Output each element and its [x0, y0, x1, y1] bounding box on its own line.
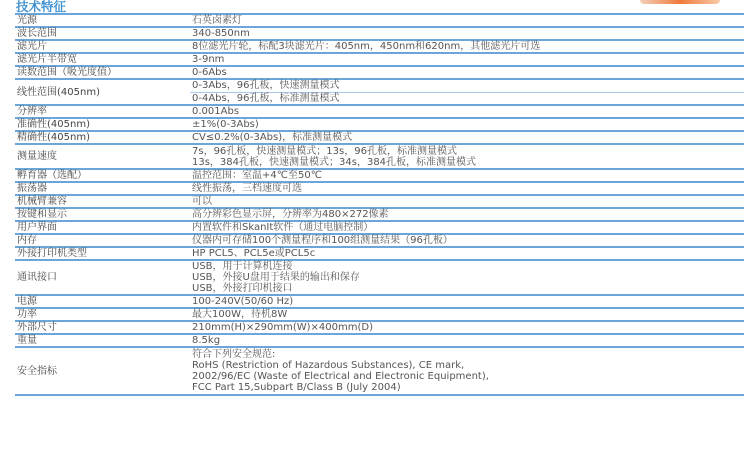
spec-value: 0-4Abs，96孔板，标准测量模式 — [190, 92, 744, 105]
spec-value-cell — [190, 295, 744, 308]
table-row — [15, 79, 744, 92]
table-row — [15, 27, 744, 40]
spec-label: 按键和显示 — [15, 208, 190, 221]
spec-value: USB，外接U盘用于结果的输出和保存 — [192, 272, 360, 283]
spec-value-cell — [190, 14, 744, 27]
spec-value: 13s，384孔板，快速测量模式；34s，384孔板，标准测量模式 — [192, 156, 477, 168]
spec-label: 测量速度 — [15, 144, 190, 169]
spec-value: 2002/96/EC (Waste of Electrical and Electronic Equipment), — [192, 371, 489, 382]
spec-label: 通讯接口 — [15, 260, 190, 295]
spec-label: 波长范围 — [15, 27, 190, 40]
spec-value: 7s，96孔板，快速测量模式；13s，96孔板，标准测量模式 — [192, 145, 457, 157]
spec-value: 0-6Abs — [192, 67, 227, 78]
spec-value: 最大100W，待机8W — [192, 309, 288, 320]
table-row — [15, 195, 744, 208]
spec-value-cell — [190, 321, 744, 334]
table-row — [15, 40, 744, 53]
spec-value: 石英卤素灯 — [192, 15, 242, 26]
spec-value: 340-850nm — [192, 28, 250, 39]
spec-value: 可以 — [192, 196, 212, 207]
spec-value-cell — [190, 27, 744, 40]
table-row — [15, 144, 744, 169]
spec-label: 孵育器（选配） — [15, 169, 190, 182]
spec-table — [15, 13, 744, 396]
spec-value: 8位滤光片轮，标配3块滤光片：405nm，450nm和620nm，其他滤光片可选 — [192, 41, 541, 52]
spec-label: 读数范围（吸光度值） — [15, 66, 190, 79]
spec-label: 功率 — [15, 308, 190, 321]
spec-value: 内置软件和SkanIt软件（通过电脑控制） — [192, 222, 374, 233]
table-row — [15, 334, 744, 347]
table-row — [15, 234, 744, 247]
spec-label: 机械臂兼容 — [15, 195, 190, 208]
table-row — [15, 53, 744, 66]
table-row — [15, 221, 744, 234]
spec-value-cell — [190, 308, 744, 321]
spec-value: 8.5kg — [192, 335, 221, 346]
spec-value-cell — [190, 131, 744, 144]
spec-value-cell — [190, 182, 744, 195]
section-title: 技术特征 — [16, 0, 67, 14]
table-row — [15, 14, 744, 27]
spec-value-cell — [190, 234, 744, 247]
spec-label: 滤光片半带宽 — [15, 53, 190, 66]
table-row — [15, 118, 744, 131]
table-row — [15, 260, 744, 295]
spec-value-cell — [190, 221, 744, 234]
spec-label: 准确性(405nm) — [15, 118, 190, 131]
table-row — [15, 169, 744, 182]
spec-value-cell — [190, 66, 744, 79]
table-row — [15, 347, 744, 395]
spec-value: 温控范围：室温+4℃至50℃ — [192, 170, 322, 181]
spec-label: 滤光片 — [15, 40, 190, 53]
spec-value: USB，外接打印机接口 — [192, 283, 293, 294]
table-row — [15, 182, 744, 195]
spec-value-cell — [190, 53, 744, 66]
spec-label: 分辨率 — [15, 105, 190, 118]
spec-label: 精确性(405nm) — [15, 131, 190, 144]
spec-label: 光源 — [15, 14, 190, 27]
table-row — [15, 308, 744, 321]
spec-value: 0.001Abs — [192, 106, 240, 117]
spec-label: 安全指标 — [15, 347, 190, 395]
spec-label: 重量 — [15, 334, 190, 347]
spec-value-cell — [190, 334, 744, 347]
spec-value-cell — [190, 144, 744, 169]
table-row — [15, 105, 744, 118]
spec-value-cell — [190, 208, 744, 221]
spec-value: 100-240V(50/60 Hz) — [192, 296, 294, 307]
spec-value: FCC Part 15,Subpart B/Class B (July 2004) — [192, 382, 401, 393]
table-row — [15, 131, 744, 144]
spec-value-cell — [190, 169, 744, 182]
spec-label: 外接打印机类型 — [15, 247, 190, 260]
spec-value: USB，用于计算机连接 — [192, 261, 293, 272]
spec-value: RoHS (Restriction of Hazardous Substances), CE mark, — [192, 360, 465, 371]
spec-value-cell — [190, 247, 744, 260]
spec-label: 电源 — [15, 295, 190, 308]
spec-label: 外部尺寸 — [15, 321, 190, 334]
spec-value: 0-3Abs，96孔板，快速测量模式 — [190, 79, 744, 92]
spec-label: 线性范围(405nm) — [15, 79, 190, 105]
spec-label: 用户界面 — [15, 221, 190, 234]
spec-label: 振荡器 — [15, 182, 190, 195]
table-row — [15, 247, 744, 260]
spec-value-cell — [190, 105, 744, 118]
spec-value-cell — [190, 347, 744, 395]
decorative-banner-edge — [640, 0, 720, 4]
spec-value-cell — [190, 40, 744, 53]
spec-value: 高分辨彩色显示屏，分辨率为480×272像素 — [192, 209, 389, 220]
spec-value-cell — [190, 195, 744, 208]
spec-value: 符合下列安全规范: — [192, 349, 276, 360]
spec-label: 内存 — [15, 234, 190, 247]
spec-value: ±1%(0-3Abs) — [192, 119, 259, 130]
spec-value: HP PCL5、PCL5e或PCL5c — [192, 248, 316, 259]
spec-value-cell — [190, 118, 744, 131]
table-row — [15, 295, 744, 308]
spec-value-cell — [190, 260, 744, 295]
spec-value: CV≤0.2%(0-3Abs)，标准测量模式 — [192, 132, 353, 143]
spec-value: 线性振荡，三档速度可选 — [192, 183, 302, 194]
table-row — [15, 321, 744, 334]
table-row — [15, 66, 744, 79]
table-row — [15, 208, 744, 221]
spec-value: 3-9nm — [192, 54, 225, 65]
spec-value: 210mm(H)×290mm(W)×400mm(D) — [192, 322, 373, 333]
spec-value: 仪器内可存储100个测量程序和100组测量结果（96孔板） — [192, 235, 453, 246]
